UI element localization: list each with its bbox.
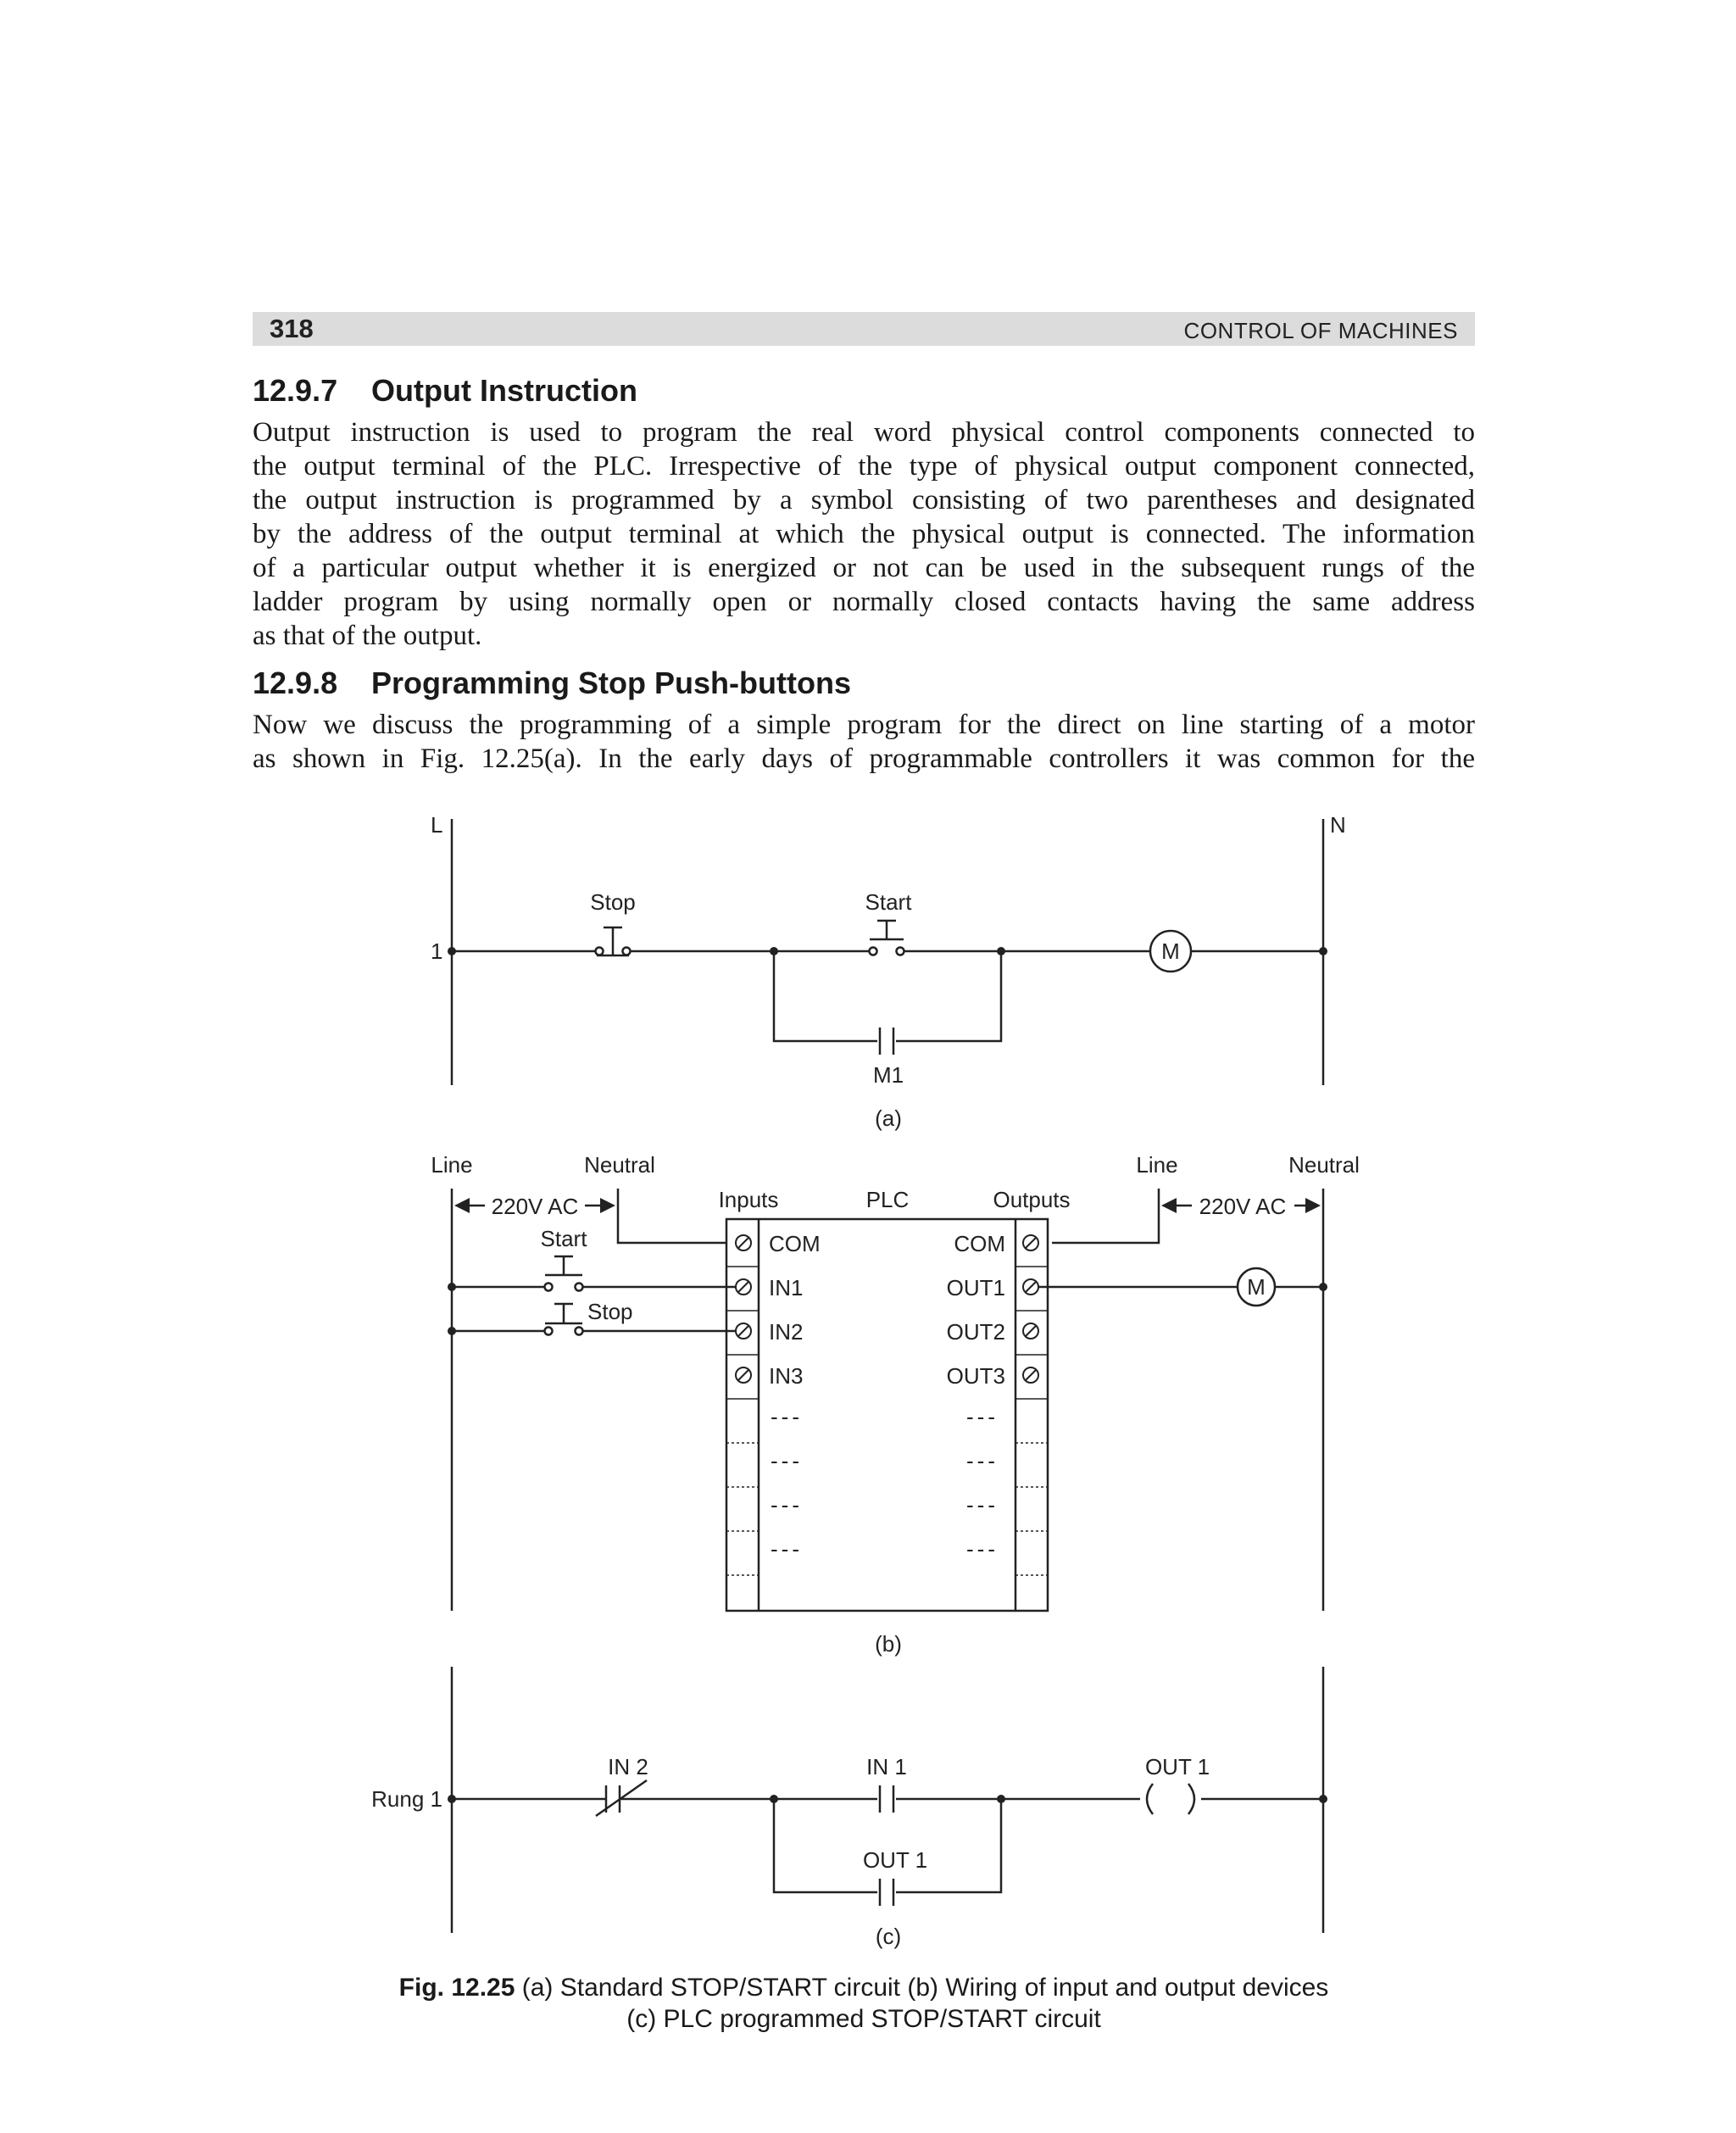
text-line: as shown in Fig. 12.25(a). In the early days of programmable controllers it was common for the	[253, 743, 1475, 774]
start-button-no	[870, 921, 904, 955]
unused-terminal-dashes: ---	[771, 1492, 803, 1518]
label-line-left: Line	[431, 1152, 473, 1178]
output-terminal-label: OUT3	[946, 1363, 1005, 1389]
label-supply-left: 220V AC	[491, 1194, 579, 1219]
caption-text-b: Wiring of input and output devices	[938, 1974, 1329, 2002]
label-out1-contact: OUT 1	[862, 1847, 928, 1873]
junction-dot	[1319, 947, 1327, 955]
input-terminal-label: COM	[769, 1231, 821, 1256]
coil-out1	[1147, 1784, 1194, 1814]
label-b: (b)	[875, 1631, 902, 1657]
junction-dot	[770, 947, 778, 955]
text-line: Now we discuss the programming of a simple program for the direct on line starting of a motor	[253, 710, 1475, 740]
caption-part-a: (a)	[521, 1974, 554, 2002]
wire	[774, 951, 877, 1041]
figure-caption	[253, 1972, 1475, 2035]
contact-out1-no	[880, 1879, 893, 1906]
label-rung-number: 1	[431, 938, 443, 964]
label-in2: IN 2	[608, 1754, 648, 1779]
input-terminal-label: IN2	[769, 1319, 804, 1345]
section-number: 12.9.8	[253, 666, 338, 700]
label-m1: M1	[872, 1062, 904, 1088]
label-motor: M	[1161, 938, 1180, 964]
label-plc: PLC	[865, 1187, 910, 1212]
input-terminal-label: IN3	[769, 1363, 804, 1389]
caption-figure-number: Fig. 12.25	[398, 1974, 515, 2002]
label-in1: IN 1	[866, 1754, 907, 1779]
input-terminal-label: IN1	[769, 1275, 804, 1300]
unused-terminal-dashes: ---	[966, 1404, 999, 1429]
unused-terminal-dashes: ---	[771, 1536, 803, 1562]
stop-button-nc	[596, 927, 631, 955]
label-rung-1: Rung 1	[371, 1786, 442, 1812]
unused-terminal-dashes: ---	[771, 1404, 803, 1429]
output-terminal-label: COM	[954, 1231, 1005, 1256]
text-line: as that of the output.	[253, 621, 482, 651]
label-start: Start	[865, 889, 912, 915]
label-out1-coil: OUT 1	[1144, 1754, 1210, 1779]
diagram-b	[448, 1189, 1327, 1611]
text-line: the output instruction is programmed by a symbol consisting of two parentheses and designated	[253, 485, 1475, 515]
caption-text-c: PLC programmed STOP/START circuit	[656, 2005, 1101, 2033]
unused-terminal-dashes: ---	[771, 1448, 803, 1473]
label-a: (a)	[875, 1105, 902, 1131]
text-line: ladder program by using normally open or normally closed contacts having the same address	[253, 587, 1475, 617]
unused-terminal-dashes: ---	[966, 1492, 999, 1518]
label-line-right: Line	[1136, 1152, 1178, 1178]
label-n: N	[1330, 812, 1346, 838]
unused-terminal-dashes: ---	[966, 1448, 999, 1473]
caption-part-c: (c)	[626, 2005, 657, 2033]
label-stop: Stop	[587, 1299, 633, 1324]
output-terminal-label: OUT1	[946, 1275, 1005, 1300]
wire	[896, 951, 1001, 1041]
contact-in1-no	[880, 1785, 893, 1813]
caption-text-a: Standard STOP/START circuit	[553, 1974, 908, 2002]
label-neutral-right: Neutral	[1288, 1152, 1360, 1178]
section-number: 12.9.7	[253, 373, 338, 408]
stop-button-nc	[545, 1304, 583, 1335]
label-inputs: Inputs	[718, 1187, 779, 1212]
label-c: (c)	[875, 1924, 902, 1949]
diagram-c	[448, 1667, 1327, 1933]
label-supply-right: 220V AC	[1199, 1194, 1287, 1219]
caption-part-b: (b)	[907, 1974, 939, 2002]
section-title: Output Instruction	[371, 373, 637, 408]
running-title: CONTROL OF MACHINES	[1183, 318, 1458, 343]
output-terminal-label: OUT2	[946, 1319, 1005, 1345]
page-number: 318	[270, 314, 314, 343]
text-line: by the address of the output terminal at which the physical output is connected. The information	[253, 519, 1475, 549]
text-line: of a particular output whether it is energized or not can be used in the subsequent rungs of the	[253, 553, 1475, 583]
label-start: Start	[540, 1226, 587, 1251]
label-neutral-left: Neutral	[584, 1152, 655, 1178]
unused-terminal-dashes: ---	[966, 1536, 999, 1562]
start-button-no	[545, 1256, 583, 1291]
text-line: the output terminal of the PLC. Irrespective of the type of physical output component connected,	[253, 451, 1475, 482]
label-l: L	[431, 812, 443, 838]
label-motor: M	[1247, 1274, 1266, 1300]
label-stop: Stop	[590, 889, 636, 915]
junction-dot	[448, 947, 456, 955]
label-outputs: Outputs	[993, 1187, 1071, 1212]
section-title: Programming Stop Push-buttons	[371, 666, 851, 700]
diagram-a	[448, 819, 1327, 1085]
text-line: Output instruction is used to program the real word physical control components connected to	[253, 417, 1475, 448]
junction-dot	[997, 947, 1005, 955]
